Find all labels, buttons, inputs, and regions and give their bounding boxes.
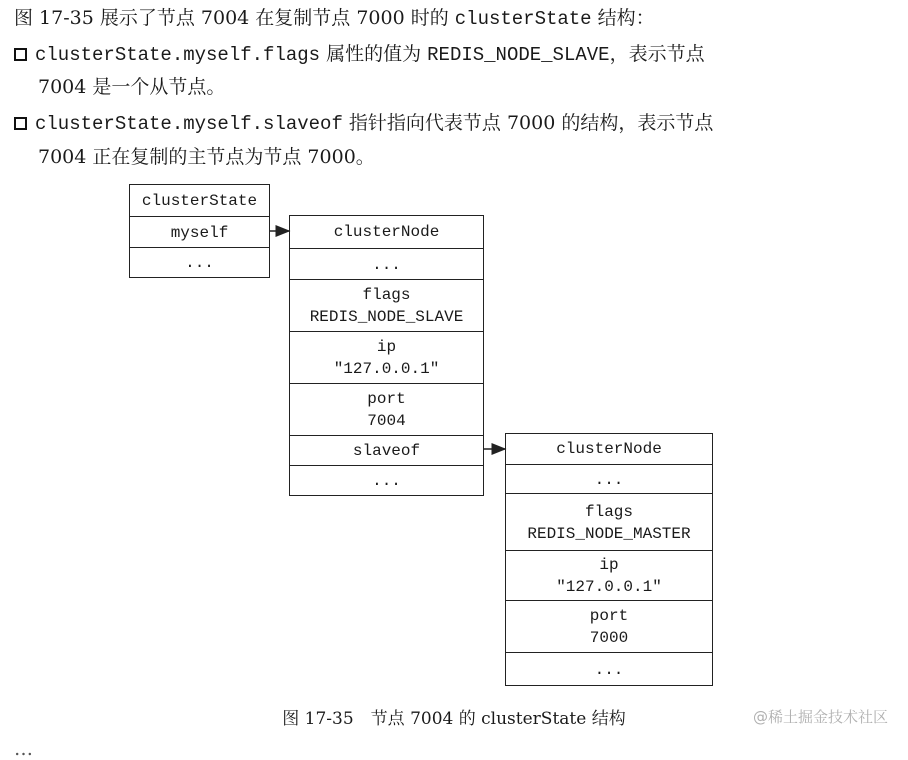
- intro-text-end: 结构：: [591, 7, 655, 29]
- slave-flags-value: REDIS_NODE_SLAVE: [309, 308, 464, 326]
- master-flags-label: flags: [584, 502, 633, 521]
- cluster-state-title: clusterState: [141, 191, 258, 210]
- bullet-2-text: 指针指向代表节点 7000 的结构，表示节点: [342, 112, 714, 134]
- slave-node-slaveof: slaveof: [290, 435, 483, 466]
- master-ip-value: "127.0.0.1": [556, 578, 662, 596]
- master-port-label: port: [589, 607, 629, 625]
- slave-node-more-bottom: ...: [290, 465, 483, 495]
- watermark: @稀土掘金技术社区: [752, 708, 888, 726]
- footer-partial-text: …: [14, 738, 33, 760]
- master-node-more-bottom: ...: [506, 652, 712, 686]
- figure-caption: 图 17-35 节点 7004 的 clusterState 结构: [282, 709, 626, 729]
- slave-port-label: port: [367, 390, 406, 408]
- cluster-state-myself: myself: [130, 216, 269, 248]
- bullet-1-code: clusterState.myself.flags: [35, 44, 321, 66]
- slave-node-more-top: ...: [290, 248, 483, 280]
- bullet-1-text2: ，表示节点: [609, 43, 705, 65]
- slave-ip-value: "127.0.0.1": [333, 360, 440, 378]
- bullet-1-text: 属性的值为: [320, 43, 428, 65]
- master-ip-label: ip: [599, 556, 619, 574]
- slave-ip-label: ip: [376, 338, 397, 356]
- slave-port-value: 7004: [367, 412, 406, 430]
- master-flags-value: REDIS_NODE_MASTER: [527, 524, 691, 543]
- master-port-value: 7000: [589, 629, 629, 647]
- intro-code: clusterState: [454, 8, 592, 30]
- bullet-2-code: clusterState.myself.slaveof: [35, 113, 343, 135]
- slave-node-title: clusterNode: [333, 223, 440, 241]
- master-node-more-top: ...: [506, 464, 712, 494]
- master-node-title: clusterNode: [556, 440, 662, 458]
- cluster-state-more: ...: [130, 247, 269, 278]
- bullet-2-line-2: 7004 正在复制的主节点为节点 7000。: [38, 146, 375, 168]
- bullet-1-code2: REDIS_NODE_SLAVE: [427, 44, 610, 66]
- intro-text: 图 17-35 展示了节点 7004 在复制节点 7000 时的: [14, 7, 455, 29]
- slave-flags-label: flags: [362, 286, 411, 304]
- bullet-1-line-2: 7004 是一个从节点。: [38, 76, 226, 98]
